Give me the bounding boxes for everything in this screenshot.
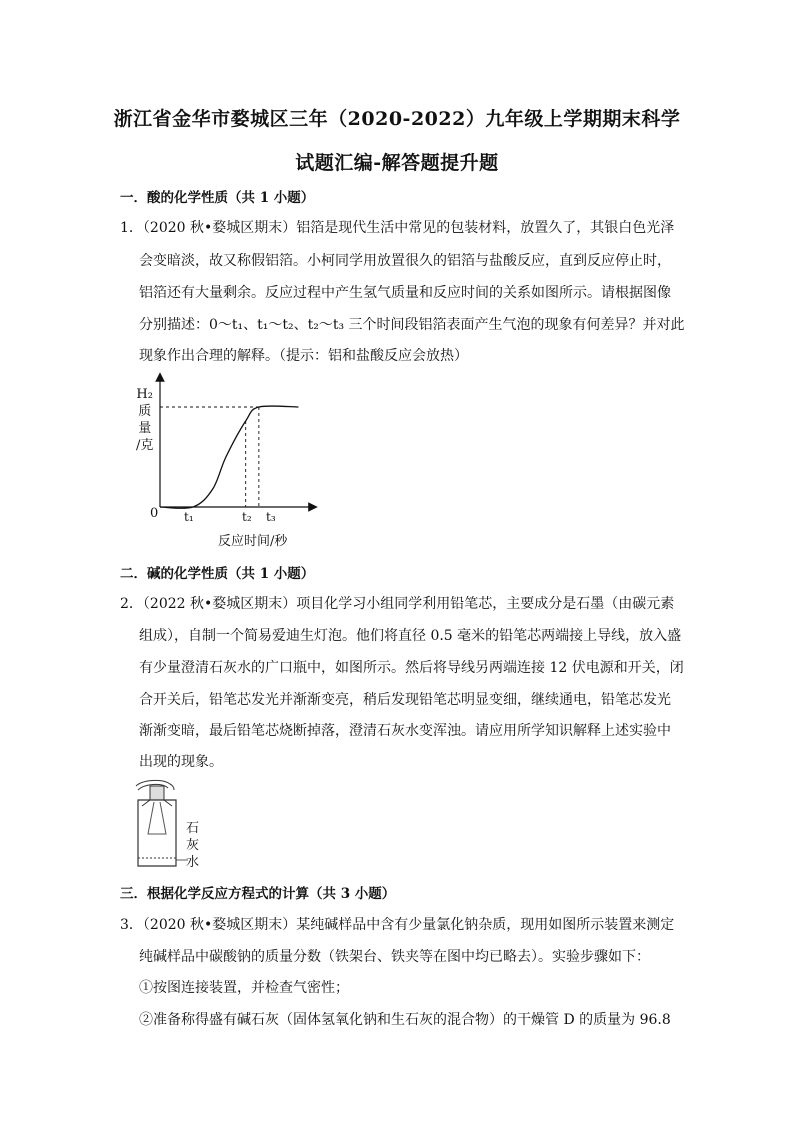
series-line-h2-mass [160,406,298,508]
question-2-line: 渐渐变暗，最后铅笔芯烧断掉落，澄清石灰水变浑浊。请应用所学知识解释上述实验中 [139,723,671,739]
bottle-body [138,800,176,866]
question-1-line: 分别描述：0～t₁、t₁～t₂、t₂～t₃ 三个时间段铝箔表面产生气泡的现象有何差异？并对此 [139,317,685,333]
section-heading-3: 三．根据化学反应方程式的计算（共 3 小题） [120,886,396,902]
y-axis-label-part: /克 [136,438,154,453]
y-axis-label-part: H₂ [136,387,153,402]
lime-water-label-char: 灰 [186,838,200,853]
question-1-line: 会变暗淡，故又称假铝箔。小柯同学用放置很久的铝箔与盐酸反应，直到反应停止时， [139,253,671,269]
question-1-line: 现象作出合理的解释。（提示：铝和盐酸反应会放热） [139,348,468,364]
tick-label-t2: t₂ [242,510,252,524]
document-title-line1: 浙江省金华市婺城区三年（2020-2022）九年级上学期期末科学 [113,108,681,130]
stopper [150,786,164,800]
question-3-line: ②准备称得盛有碱石灰（固体氢氧化钠和生石灰的混合物）的干燥管 D 的质量为 96.8 [139,1012,671,1028]
hydrogen-mass-chart [130,372,330,552]
y-axis-label-part: 质 [138,404,152,419]
question-3-line: 3．（2020 秋•婺城区期末）某纯碱样品中含有少量氯化钠杂质，现用如图所示装置来测定 [120,917,675,933]
question-1-line: 1．（2020 秋•婺城区期末）铝箔是现代生活中常见的包装材料，放置久了，其银白色光泽 [120,220,675,236]
question-3-line: ①按图连接装置，并检查气密性； [139,980,349,996]
question-2-line: 出现的现象。 [139,754,223,770]
origin-label: 0 [150,506,159,521]
section-heading-2: 二．碱的化学性质（共 1 小题） [120,566,315,582]
question-1-line: 铝箔还有大量剩余。反应过程中产生氢气质量和反应时间的关系如图所示。请根据图像 [139,285,671,301]
question-2-line: 合开关后，铅笔芯发光并渐渐变亮，稍后发现铅笔芯明显变细，继续通电，铅笔芯发光 [139,692,671,708]
tick-label-t1: t₁ [184,510,194,524]
question-2-line: 有少量澄清石灰水的广口瓶中，如图所示。然后将导线另两端连接 12 伏电源和开关，闭 [139,660,684,676]
x-axis-label: 反应时间/秒 [218,534,288,549]
y-axis-label-part: 量 [138,421,152,436]
lime-water-label-char: 水 [186,855,200,870]
question-2-line: 组成），自制一个简易爱迪生灯泡。他们将直径 0.5 毫米的铅笔芯两端接上导线，放入盛 [139,628,682,644]
document-title-line2: 试题汇编-解答题提升题 [295,152,499,174]
bottle-figure [128,774,208,874]
y-axis-label [136,386,153,454]
chart-canvas [130,372,330,552]
lime-water-label [186,820,199,871]
tick-label-t3: t₃ [266,510,276,524]
section-heading-1: 一．酸的化学性质（共 1 小题） [120,190,315,206]
question-3-line: 纯碱样品中碳酸钠的质量分数（铁架台、铁夹等在图中均已略去）。实验步骤如下： [139,949,650,965]
question-2-line: 2．（2022 秋•婺城区期末）项目化学习小组同学利用铅笔芯，主要成分是石墨（由碳元素 [120,596,675,612]
lime-water-label-char: 石 [186,821,200,836]
